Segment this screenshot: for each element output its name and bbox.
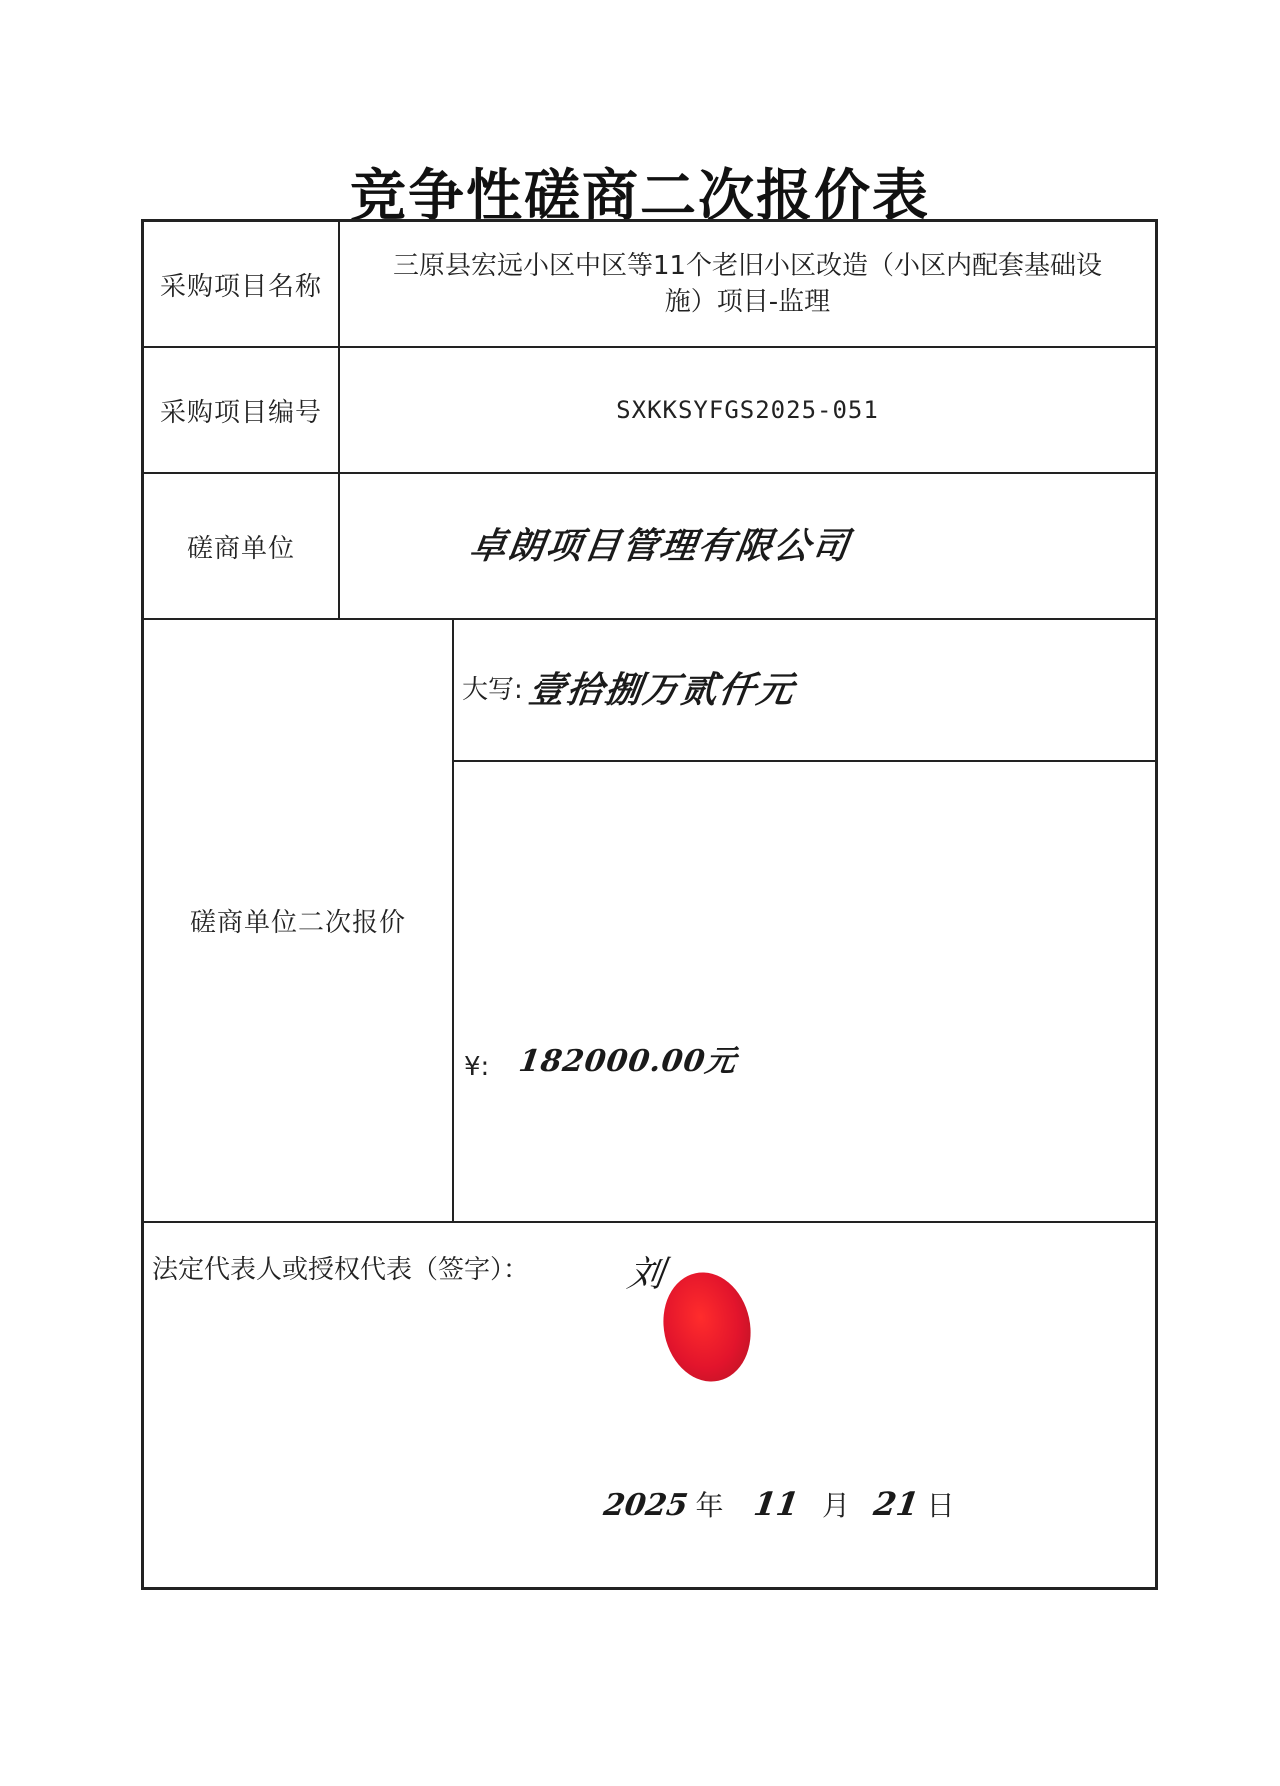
date-year: 2025 (601, 1488, 690, 1523)
signature-label: 法定代表人或授权代表（签字）： (152, 1255, 530, 1285)
date-line (601, 1484, 955, 1524)
capital-amount-label: 大写: (462, 675, 523, 705)
project-name-value (340, 222, 1155, 346)
supplier-handwritten: 卓朗项目管理有限公司 (467, 525, 853, 567)
fingerprint-seal (654, 1264, 761, 1389)
date-day: 21 (871, 1485, 922, 1523)
quote-label: 磋商单位二次报价 (189, 908, 406, 938)
project-number-label: 采购项目编号 (159, 397, 322, 428)
date-month: 11 (750, 1485, 801, 1523)
project-name-line1: 三原县宏远小区中区等11个老旧小区改造（小区内配套基础设 (392, 251, 1103, 281)
quote-form (141, 219, 1158, 1590)
date-year-unit: 年 (695, 1489, 724, 1522)
project-name-line2: 施）项目-监理 (664, 287, 831, 317)
capital-amount-handwritten: 壹拾捌万贰仟元 (525, 669, 798, 711)
supplier-value (340, 474, 1155, 618)
row-divider (144, 1221, 1155, 1223)
date-day-unit: 日 (926, 1489, 955, 1522)
date-month-unit: 月 (822, 1489, 851, 1522)
supplier-label: 磋商单位 (186, 533, 295, 564)
project-name-label: 采购项目名称 (159, 271, 322, 302)
numeric-amount-handwritten: 182000.00元 (516, 1043, 740, 1079)
page-title: 竞争性磋商二次报价表 (350, 164, 930, 229)
capital-amount (454, 620, 1155, 760)
numeric-amount-label: ¥: (464, 1051, 490, 1082)
signature-handwritten: 刘 (624, 1254, 667, 1295)
numeric-amount (454, 762, 1155, 1221)
project-number-value: SXKKSYFGS2025-051 (616, 396, 879, 424)
